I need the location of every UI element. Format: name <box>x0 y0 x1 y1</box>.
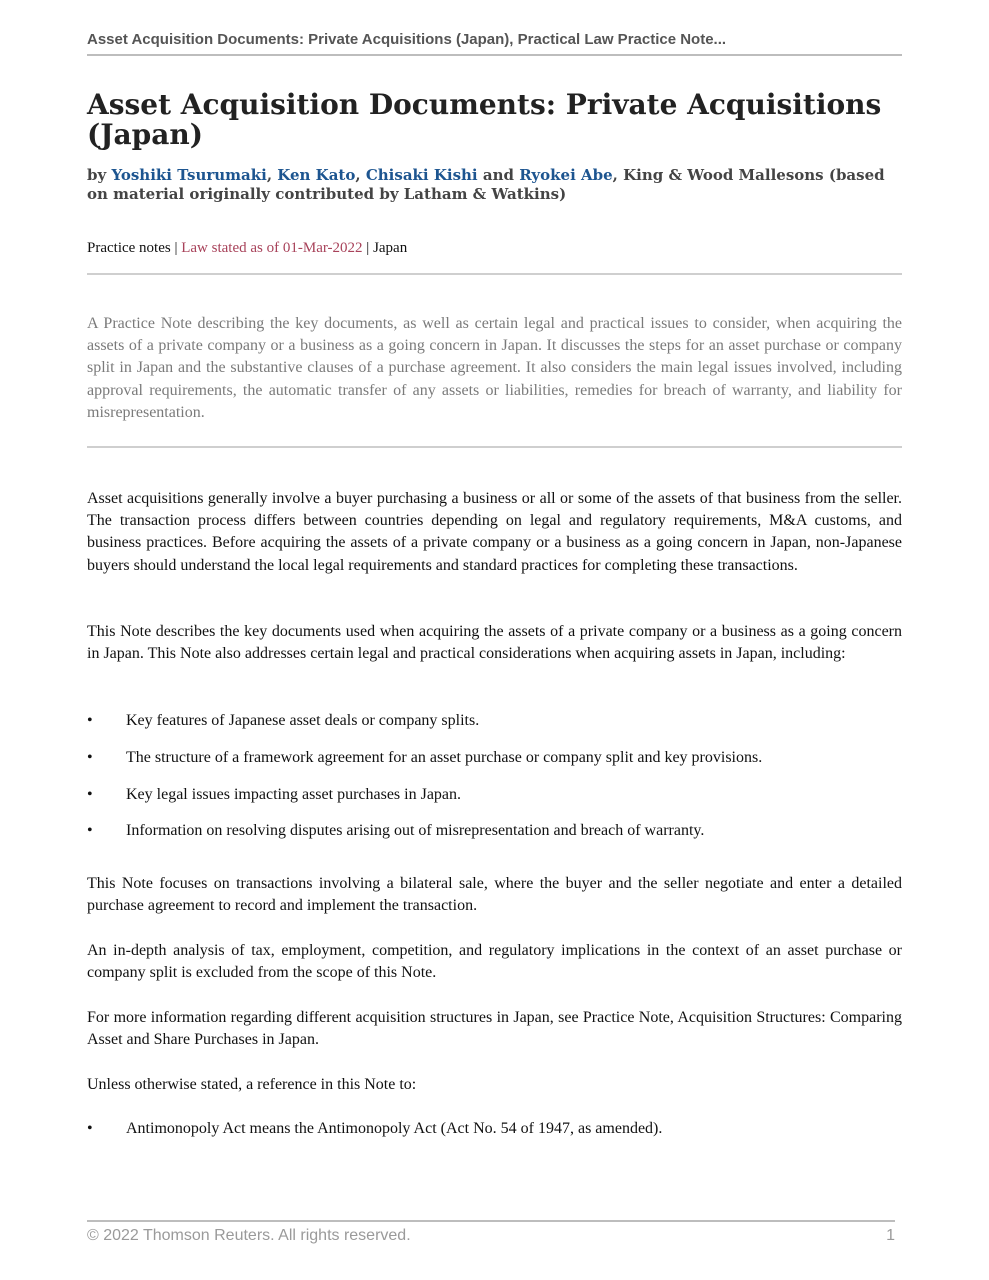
resource-type: Practice notes <box>87 240 171 256</box>
byline-separator: , <box>355 166 366 184</box>
byline <box>87 166 902 204</box>
author-link-abe[interactable]: Ryokei Abe <box>519 166 613 184</box>
author-link-tsurumaki[interactable]: Yoshiki Tsurumaki <box>111 166 267 184</box>
footer-copyright: © 2022 Thomson Reuters. All rights reserved. <box>87 1227 411 1244</box>
document-title: Asset Acquisition Documents: Private Acquisitions (Japan) <box>87 88 882 151</box>
law-stated-date: Law stated as of 01-Mar-2022 <box>181 240 363 256</box>
bullet-text: Key features of Japanese asset deals or company splits. <box>126 712 480 729</box>
bullet-marker: • <box>87 712 93 729</box>
bullet-marker: • <box>87 749 93 766</box>
running-header: Asset Acquisition Documents: Private Acquisitions (Japan), Practical Law Practice Note... <box>87 31 727 48</box>
bullet-marker: • <box>87 786 93 803</box>
bullet-marker: • <box>87 1120 93 1137</box>
jurisdiction: Japan <box>373 240 408 256</box>
bullet-text: The structure of a framework agreement for an asset purchase or company split and key provisions. <box>126 749 763 766</box>
header-divider <box>87 54 902 56</box>
meta-divider <box>87 273 902 275</box>
body-paragraph: For more information regarding different acquisition structures in Japan, see Practice Note, Acquisition Structures: Comparing Asset and Share Purchases in Japan. <box>87 1009 902 1049</box>
body-paragraph: Unless otherwise stated, a reference in this Note to: <box>87 1076 417 1093</box>
byline-and: and <box>477 166 520 184</box>
abstract-divider <box>87 446 902 448</box>
bullet-marker: • <box>87 822 93 839</box>
author-link-kato[interactable]: Ken Kato <box>277 166 356 184</box>
body-paragraph: This Note describes the key documents used when acquiring the assets of a private company or a business as a going concern in Japan. This Note also addresses certain legal and practical considerations when acquiring assets in Japan, including: <box>87 623 902 663</box>
author-link-kishi[interactable]: Chisaki Kishi <box>365 166 478 184</box>
body-paragraph: This Note focuses on transactions involving a bilateral sale, where the buyer and the seller negotiate and enter a detailed purchase agreement to record and implement the transaction. <box>87 875 902 915</box>
meta-separator: | <box>170 240 182 256</box>
meta-separator: | <box>362 240 374 256</box>
byline-separator: , <box>266 166 278 184</box>
bullet-text: Information on resolving disputes arising out of misrepresentation and breach of warranty. <box>126 822 705 839</box>
document-page <box>87 0 902 1280</box>
body-paragraph: An in-depth analysis of tax, employment, competition, and regulatory implications in the context of an asset purchase or company split is excluded from the scope of this Note. <box>87 942 902 982</box>
document-meta <box>87 239 902 257</box>
footer-divider <box>87 1220 895 1222</box>
bullet-text: Antimonopoly Act means the Antimonopoly Act (Act No. 54 of 1947, as amended). <box>126 1120 663 1137</box>
byline-firm: , King & Wood Mallesons (based on material originally contributed by Latham & Watkins) <box>87 166 885 203</box>
body-paragraph: Asset acquisitions generally involve a buyer purchasing a business or all or some of the assets of that business from the seller. The transaction process differs between countries depending on legal and regulatory requirements, M&A customs, and business practices. Before acquiring the assets of a private company or a business as a going concern in Japan, non-Japanese buyers should understand the local legal requirements and standard practices for completing these transactions. <box>87 490 902 574</box>
page-number: 1 <box>886 1227 895 1244</box>
bullet-text: Key legal issues impacting asset purchases in Japan. <box>126 786 462 803</box>
abstract: A Practice Note describing the key documents, as well as certain legal and practical issues to consider, when acquiring the assets of a private company or a business as a going concern in Japan. It discusses the steps for an asset purchase or company split in Japan and the substantive clauses of a purchase agreement. It also considers the main legal issues involved, including approval requirements, the automatic transfer of any assets or liabilities, remedies for breach of warranty, and liability for misrepresentation. <box>87 315 902 421</box>
byline-prefix: by <box>87 166 112 184</box>
